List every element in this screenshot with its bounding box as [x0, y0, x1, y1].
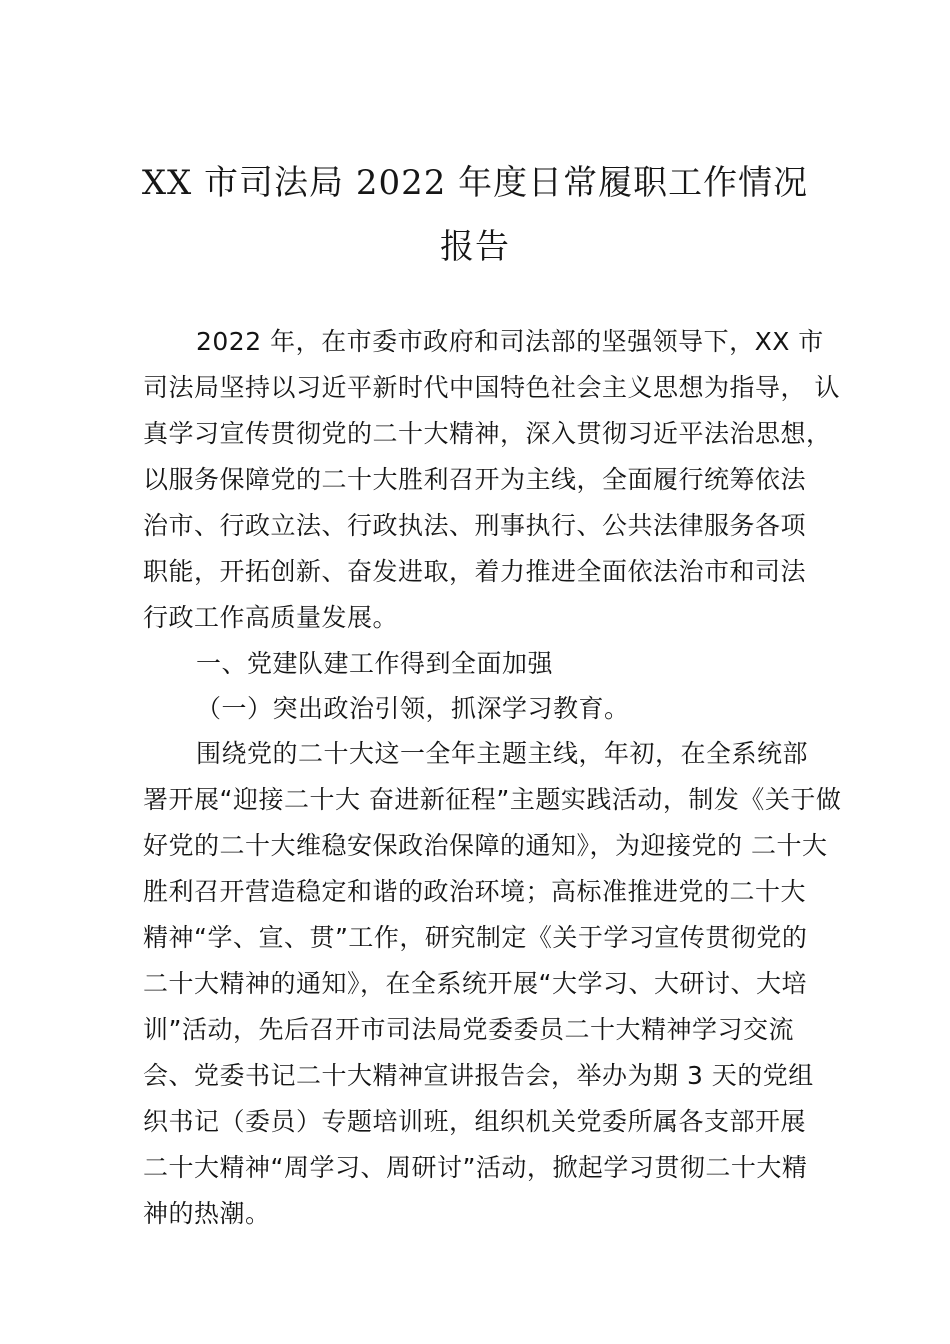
- paragraph-2-line: 胜利召开营造稳定和谐的政治环境；高标准推进党的二十大: [143, 877, 807, 906]
- paragraph-2-line: 二十大精神“周学习、周研讨”活动，掀起学习贯彻二十大精: [143, 1153, 808, 1182]
- paragraph-1-line: 真学习宣传贯彻党的二十大精神，深入贯彻习近平法治思想，: [143, 419, 832, 448]
- paragraph-2-line: 会、党委书记二十大精神宣讲报告会，举办为期 3 天的党组: [143, 1061, 814, 1090]
- document-title-line-2: 报告: [440, 227, 510, 267]
- paragraph-2-line: 训”活动，先后召开市司法局党委委员二十大精神学习交流: [143, 1015, 794, 1044]
- paragraph-2-line: 围绕党的二十大这一全年主题主线，年初，在全系统部: [196, 739, 809, 768]
- paragraph-1-line: 职能，开拓创新、奋发进取，着力推进全面依法治市和司法: [143, 557, 807, 586]
- paragraph-1-line: 2022 年，在市委市政府和司法部的坚强领导下，XX 市: [196, 327, 824, 356]
- paragraph-2-line: 织书记（委员）专题培训班，组织机关党委所属各支部开展: [143, 1107, 807, 1136]
- paragraph-1-line: 行政工作高质量发展。: [143, 603, 399, 632]
- paragraph-2-line: 二十大精神的通知》，在全系统开展“大学习、大研讨、大培: [143, 969, 807, 998]
- paragraph-1-line: 司法局坚持以习近平新时代中国特色社会主义思想为指导， 认: [143, 373, 840, 402]
- paragraph-2-line: 署开展“迎接二十大 奋进新征程”主题实践活动，制发《关于做: [143, 785, 842, 814]
- subsection-heading: （一）突出政治引领，抓深学习教育。: [196, 694, 630, 723]
- paragraph-2-line: 神的热潮。: [143, 1199, 271, 1228]
- section-heading: 一、党建队建工作得到全面加强: [196, 649, 554, 678]
- paragraph-2-line: 精神“学、宣、贯”工作，研究制定《关于学习宣传贯彻党的: [143, 923, 808, 952]
- document-title-line-1: XX 市司法局 2022 年度日常履职工作情况: [141, 163, 809, 203]
- paragraph-1-line: 治市、行政立法、行政执法、刑事执行、公共法律服务各项: [143, 511, 807, 540]
- paragraph-2-line: 好党的二十大维稳安保政治保障的通知》，为迎接党的 二十大: [143, 831, 828, 860]
- paragraph-1-line: 以服务保障党的二十大胜利召开为主线，全面履行统筹依法: [143, 465, 807, 494]
